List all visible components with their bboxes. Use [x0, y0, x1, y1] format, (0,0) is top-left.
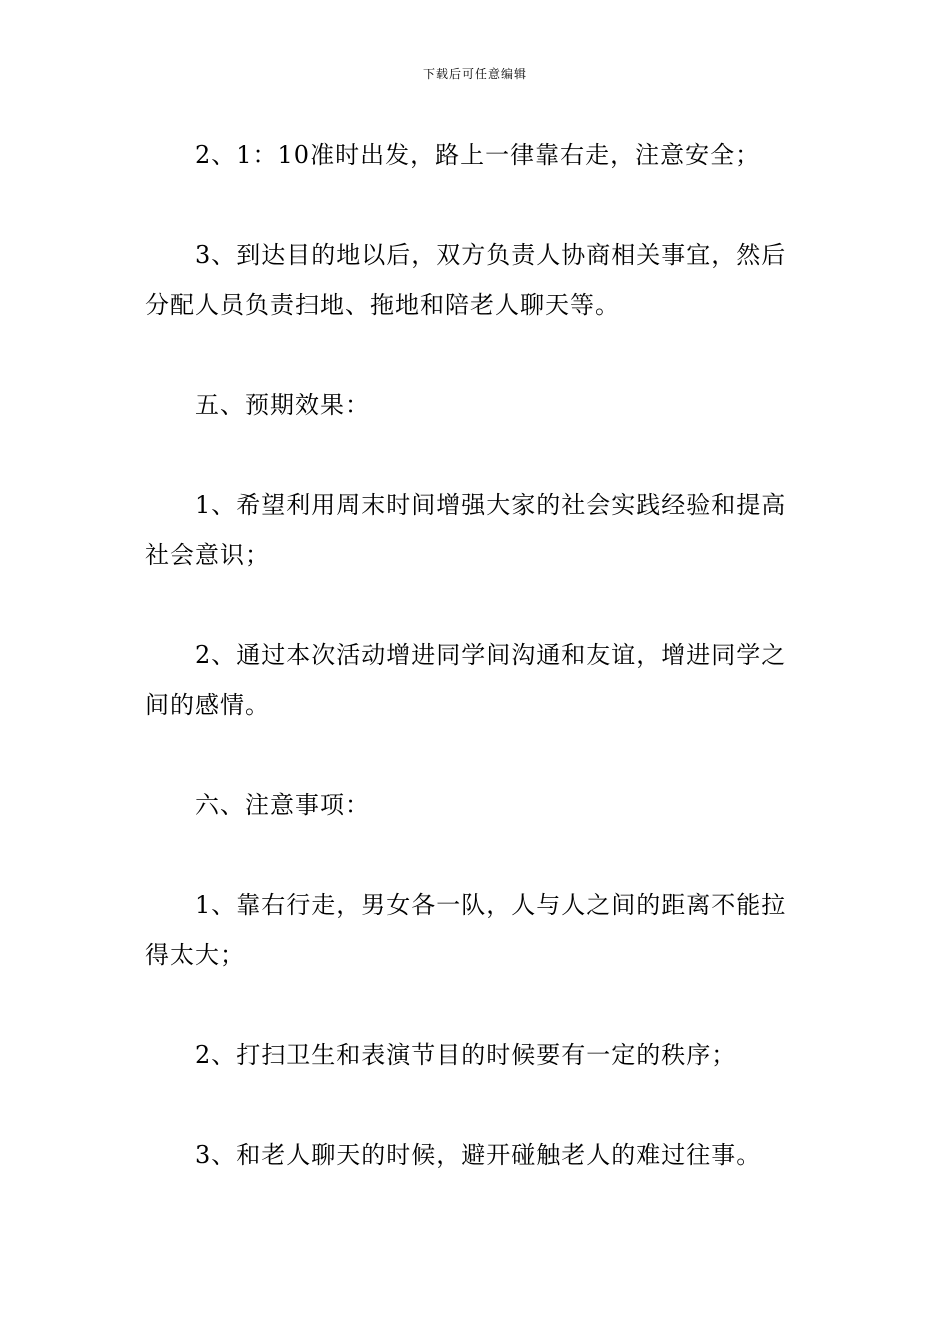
- section-heading-notes: 六、注意事项：: [195, 791, 370, 819]
- paragraph-expected-1: 1、希望利用周末时间增强大家的社会实践经验和提高社会意识；: [145, 491, 787, 569]
- paragraph-gap: [145, 580, 805, 630]
- paragraph-expected-2: 2、通过本次活动增进同学间沟通和友谊，增进同学之间的感情。: [145, 641, 787, 719]
- paragraph-gap: [145, 830, 805, 880]
- paragraph-note-3: 3、和老人聊天的时候，避开碰触老人的难过往事。: [195, 1141, 762, 1169]
- document-body: [145, 130, 805, 1180]
- section-heading-expected-results: 五、预期效果：: [195, 391, 370, 419]
- page-header-note: 下载后可任意编辑: [422, 67, 527, 81]
- paragraph-note-1: 1、靠右行走，男女各一队，人与人之间的距离不能拉得太大；: [145, 891, 787, 969]
- paragraph-gap: [145, 330, 805, 380]
- paragraph-gap: [145, 1080, 805, 1130]
- paragraph-note-2: 2、打扫卫生和表演节目的时候要有一定的秩序；: [195, 1041, 737, 1069]
- paragraph-gap: [145, 430, 805, 480]
- paragraph-gap: [145, 180, 805, 230]
- paragraph-gap: [145, 730, 805, 780]
- paragraph-arrival: 3、到达目的地以后，双方负责人协商相关事宜，然后分配人员负责扫地、拖地和陪老人聊天等。: [145, 241, 787, 319]
- paragraph-departure: 2、1：10准时出发，路上一律靠右走，注意安全；: [195, 141, 761, 169]
- paragraph-gap: [145, 980, 805, 1030]
